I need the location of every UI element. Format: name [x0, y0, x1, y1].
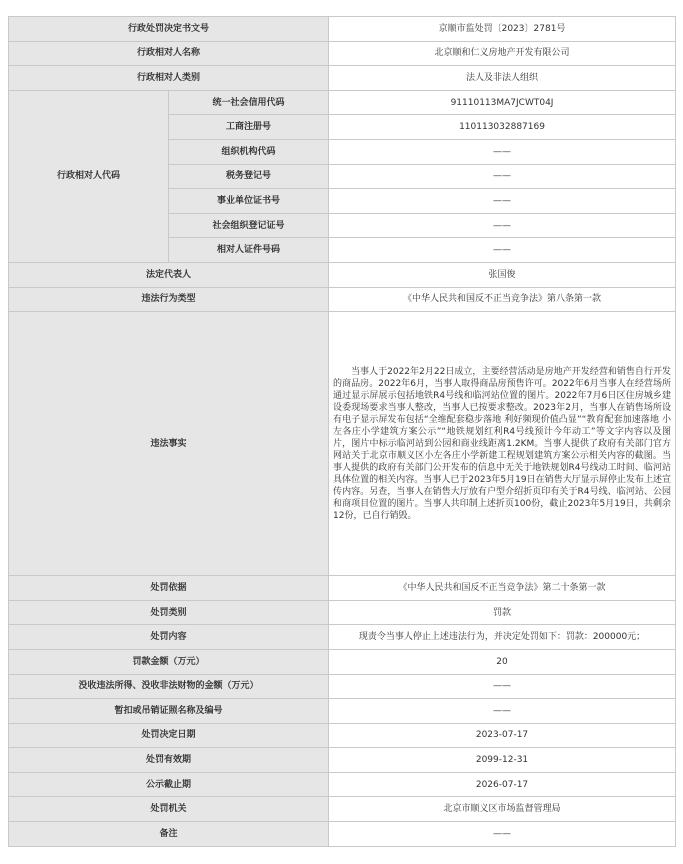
- value-fine-amount: 20: [329, 649, 676, 674]
- value-penalty-type: 罚款: [329, 600, 676, 625]
- value-party-name: 北京顺和仁义房地产开发有限公司: [329, 41, 676, 66]
- value-license: ——: [329, 699, 676, 724]
- label-violation-type: 违法行为类型: [9, 287, 329, 312]
- value-decision-no: 京顺市监处罚〔2023〕2781号: [329, 17, 676, 42]
- value-id-number: ——: [329, 238, 676, 263]
- row-credit-code: [9, 90, 676, 115]
- penalty-info-table: [8, 16, 676, 847]
- row-party-name: [9, 41, 676, 66]
- row-party-type: [9, 66, 676, 91]
- label-facts: 违法事实: [9, 312, 329, 576]
- label-party-name: 行政相对人名称: [9, 41, 329, 66]
- value-org-code: ——: [329, 139, 676, 164]
- value-tax-reg-no: ——: [329, 164, 676, 189]
- label-confiscation: 没收违法所得、没收非法财物的金额（万元）: [9, 674, 329, 699]
- value-social-org-cert: ——: [329, 213, 676, 238]
- label-decision-date: 处罚决定日期: [9, 723, 329, 748]
- value-publish-until: 2026-07-17: [329, 772, 676, 797]
- label-legal-rep: 法定代表人: [9, 262, 329, 287]
- value-basis: 《中华人民共和国反不正当竞争法》第二十条第一款: [329, 576, 676, 601]
- label-decision-no: 行政处罚决定书文号: [9, 17, 329, 42]
- label-credit-code: 统一社会信用代码: [169, 90, 329, 115]
- label-valid-until: 处罚有效期: [9, 748, 329, 773]
- row-publish-until: [9, 772, 676, 797]
- value-decision-date: 2023-07-17: [329, 723, 676, 748]
- label-license: 暂扣或吊销证照名称及编号: [9, 699, 329, 724]
- label-penalty-content: 处罚内容: [9, 625, 329, 650]
- value-violation-type: 《中华人民共和国反不正当竞争法》第八条第一款: [329, 287, 676, 312]
- row-decision-date: [9, 723, 676, 748]
- row-violation-type: [9, 287, 676, 312]
- label-social-org-cert: 社会组织登记证号: [169, 213, 329, 238]
- row-remarks: [9, 822, 676, 847]
- row-penalty-type: [9, 600, 676, 625]
- facts-paragraph: 当事人于2022年2月22日成立，主要经营活动是房地产开发经营和销售自行开发的商品房。2022年6月，当事人取得商品房预售许可。2022年6月当事人在经营场所通过显示屏展示包括地铁R4号线和临河站位置的图片。2022年7月6日区住房城乡建设委现场要求当事人整改，当事人已按要求整改。2023年2月，当事人在销售场所设有电子显示屏发布包括“全维配套稳步落地 利好频现价值凸显”“教育配套加速落地 小左各庄小学建筑方案公示”“地铁规划红利R4号线预计今年动工”等文字内容以及图片，图片中标示临河站到公园和商业线距离1.2KM。当事人提供了政府有关部门官方网站关于北京市顺义区小左各庄小学新建工程规划建筑方案公示相关内容的截图。当事人提供的政府有关部门公开发布的信息中无关于地铁规划R4号线动工时间、临河站具体位置的相关内容。当事人已于2023年5月19日在销售大厅显示屏停止发布上述宣传内容。另查，当事人在销售大厅放有户型介绍折页印有关于R4号线、临河站、公园和商项目位置的图片。当事人共印制上述折页100份，截止2023年5月19日，共剩余12份，已自行销毁。: [333, 366, 672, 521]
- row-license: [9, 699, 676, 724]
- row-confiscation: [9, 674, 676, 699]
- label-penalty-type: 处罚类别: [9, 600, 329, 625]
- label-remarks: 备注: [9, 822, 329, 847]
- label-institution-cert: 事业单位证书号: [169, 189, 329, 214]
- label-id-number: 相对人证件号码: [169, 238, 329, 263]
- value-penalty-content: 现责令当事人停止上述违法行为，并决定处罚如下：罚款：200000元；: [329, 625, 676, 650]
- label-authority: 处罚机关: [9, 797, 329, 822]
- row-penalty-content: [9, 625, 676, 650]
- label-fine-amount: 罚款金额（万元）: [9, 649, 329, 674]
- value-authority: 北京市顺义区市场监督管理局: [329, 797, 676, 822]
- label-publish-until: 公示截止期: [9, 772, 329, 797]
- row-authority: [9, 797, 676, 822]
- value-legal-rep: 张国俊: [329, 262, 676, 287]
- value-confiscation: ——: [329, 674, 676, 699]
- row-valid-until: [9, 748, 676, 773]
- row-facts: [9, 312, 676, 576]
- value-party-type: 法人及非法人组织: [329, 66, 676, 91]
- value-business-reg-no: 110113032887169: [329, 115, 676, 140]
- row-decision-no: [9, 17, 676, 42]
- row-fine-amount: [9, 649, 676, 674]
- value-facts: [329, 312, 676, 576]
- value-institution-cert: ——: [329, 189, 676, 214]
- label-party-type: 行政相对人类别: [9, 66, 329, 91]
- label-basis: 处罚依据: [9, 576, 329, 601]
- label-org-code: 组织机构代码: [169, 139, 329, 164]
- label-tax-reg-no: 税务登记号: [169, 164, 329, 189]
- label-business-reg-no: 工商注册号: [169, 115, 329, 140]
- row-basis: [9, 576, 676, 601]
- label-party-code: 行政相对人代码: [9, 90, 169, 262]
- value-valid-until: 2099-12-31: [329, 748, 676, 773]
- value-remarks: ——: [329, 822, 676, 847]
- value-credit-code: 91110113MA7JCWT04J: [329, 90, 676, 115]
- row-legal-rep: [9, 262, 676, 287]
